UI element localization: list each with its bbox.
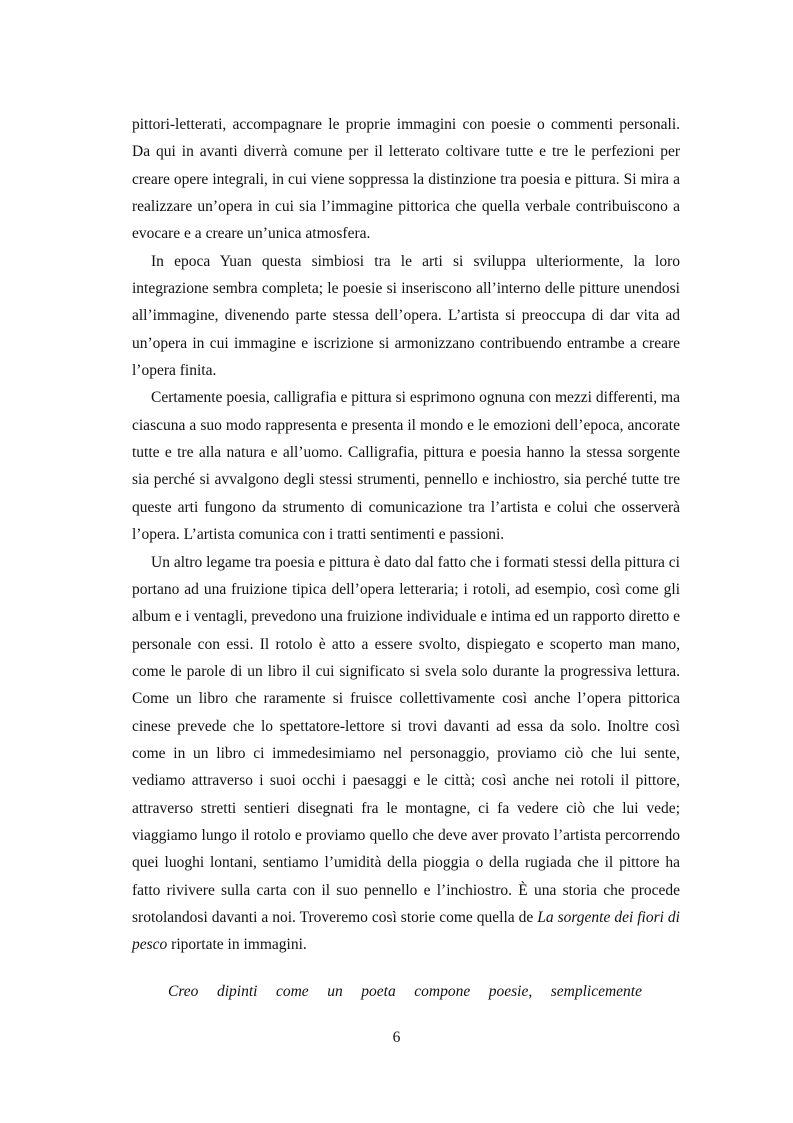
paragraph-1-text: pittori-letterati, accompagnare le proprie immagini con poesie o commenti personali. Da qui in avanti diverrà comune per il letterato coltivare tutte e tre le perfezioni per creare opere integrali, in cui viene soppressa la distinzione tra poesia e pittura. Si mira a realizzare un’opera in cui sia l’immagine pittorica che quella verbale contribuiscono a evocare e a creare un’unica atmosfera. [132,116,680,243]
paragraph-1 [132,111,680,248]
paragraph-3 [132,384,680,548]
book-title: La sorgente dei fiori di pesco [132,908,680,954]
paragraph-3-text: Certamente poesia, calligrafia e pittura si esprimono ognuna con mezzi differenti, ma ciascuna a suo modo rappresenta e presenta il mondo e le emozioni dell’epoca, ancorate tutte e tre alla natura e all’uomo. Calligrafia, pittura e poesia hanno la stessa sorgente sia perché si avvalgono degli stessi strumenti, pennello e inchiostro, sia perché tutte tre queste arti fungono da strumento di comunicazione tra l’artista e colui che osserverà l’opera. L’artista comunica con i tratti sentimenti e passioni. [132,389,680,544]
quotation: Creo dipinti come un poeta compone poesie, semplicemente [168,983,642,1000]
paragraph-4 [132,549,680,959]
paragraph-4-text: Un altro legame tra poesia e pittura è dato dal fatto che i formati stessi della pittura ci portano ad una fruizione tipica dell’opera letteraria; i rotoli, ad esempio, così come gli album e i ventagli, prevedono una fruizione individuale e intima ed un rapporto diretto e personale con essi. Il rotolo è atto a essere svolto, dispiegato e scoperto man mano, come le parole di un libro il cui significato si svela solo durante la progressiva lettura. Come un libro che raramente si fruisce collettivamente così anche l’opera pittorica cinese prevede che lo spettatore-lettore si trovi davanti ad essa da solo. Inoltre così come in un libro ci immedesimiamo nel personaggio, proviamo ciò che lui sente, vediamo attraverso i suoi occhi i paesaggi e le città; così anche nei rotoli il pittore, attraverso stretti sentieri disegnati fra le montagne, ci fa vedere ciò che lui vede; viaggiamo lungo il rotolo e proviamo quello che deve aver provato l’artista percorrendo quei luoghi lontani, sentiamo l’umidità della pioggia o della rugiada che il pittore ha fatto rivivere sulla carta con il suo pennello e l’inchiostro. È una storia che procede srotolandosi davanti a noi. Troveremo così storie come quella de [132,553,680,926]
paragraph-4-text-end: riportate in immagini. [167,936,307,954]
page-number: 6 [392,1029,401,1046]
paragraph-2-text: In epoca Yuan questa simbiosi tra le arti si sviluppa ulteriormente, la loro integrazione sembra completa; le poesie si inseriscono all’interno delle pitture unendosi all’immagine, divenendo parte stessa dell’opera. L’artista si preoccupa di dar vita ad un’opera in cui immagine e iscrizione si armonizzano contribuendo entrambe a creare l’opera finita. [132,252,680,380]
paragraph-2 [132,248,680,385]
body-text [132,111,680,959]
